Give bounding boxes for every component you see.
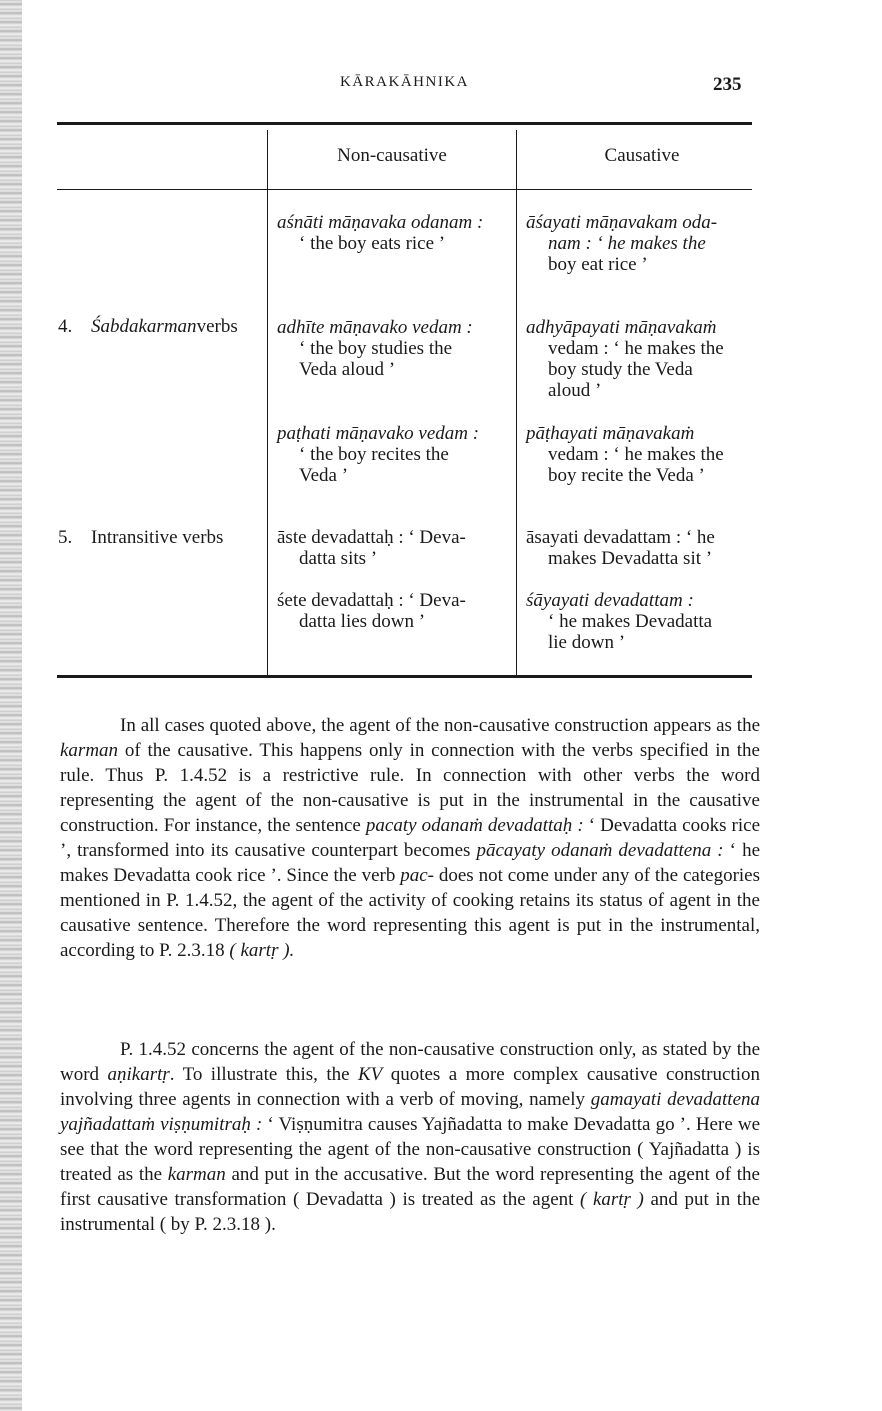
table-cell-causative — [526, 212, 756, 275]
row-label-number: 4. — [58, 316, 73, 337]
translation: datta sits ’ — [299, 548, 378, 569]
table-header-rule — [57, 189, 752, 190]
table-column-divider-2 — [516, 130, 517, 676]
translation: Veda aloud ’ — [299, 359, 396, 380]
table-top-rule — [57, 122, 752, 125]
sanskrit-sentence: adhyāpayati māṇavakaṁ — [526, 317, 717, 338]
sanskrit-sentence: śete devadattaḥ : ‘ Deva- — [277, 590, 466, 611]
table-cell-non-causative — [277, 317, 509, 380]
translation: makes Devadatta sit ’ — [548, 548, 713, 569]
sanskrit-sentence: āste devadattaḥ : ‘ Deva- — [277, 527, 466, 548]
table-cell-non-causative — [277, 527, 509, 569]
column-header-causative: Causative — [604, 145, 680, 166]
sanskrit-sentence: āsayati devadattam : ‘ he — [526, 527, 715, 548]
table-cell-non-causative — [277, 590, 509, 632]
row-label-number: 5. — [58, 527, 73, 548]
row-label-sabdakarman — [58, 316, 238, 337]
translation: boy eat rice ’ — [548, 254, 648, 275]
table-cell-non-causative — [277, 212, 509, 254]
translation: ‘ the boy recites the — [299, 444, 449, 465]
page-number: 235 — [713, 74, 742, 95]
row-label-rest: Intransitive verbs — [91, 527, 224, 548]
running-head: KĀRAKĀHNIKA — [340, 74, 469, 90]
translation: Veda ’ — [299, 465, 349, 486]
sanskrit-sentence: āśayati māṇavakam oda- — [526, 212, 718, 233]
sanskrit-sentence: adhīte māṇavako vedam : — [277, 317, 473, 338]
translation: datta lies down ’ — [299, 611, 426, 632]
sanskrit-sentence: aśnāti māṇavaka odanam : — [277, 212, 484, 233]
body-paragraph-1: In all cases quoted above, the agent of the non-causative construction appears as the karman of the causative. This happens only in connection with the verbs specified in the rule. Thus P. 1.4.52 is a restrictive rule. In connection with other verbs the word representing the agent of the non-causative is put in the instrumental in the causative construction. For instance, the sentence pacaty odanaṁ devadattaḥ : ‘ Devadatta cooks rice ’, transformed into its causative counterpart becomes pācayaty odanaṁ devadattena : ‘ he makes Devadatta cook rice ’. Since the verb pac- does not come under any of the categories mentioned in P. 1.4.52, the agent of the activity of cooking retains its status of agent in the causative sentence. Therefore the word representing this agent is put in the instrumental, according to P. 2.3.18 ( kartṛ ). — [60, 715, 761, 961]
translation: ‘ he makes Devadatta — [548, 611, 713, 632]
translation: ‘ the boy eats rice ’ — [299, 233, 446, 254]
table-cell-causative — [526, 527, 756, 569]
table-cell-causative — [526, 423, 756, 486]
row-label-term: Śabdakarman — [91, 316, 197, 337]
body-paragraph-2: P. 1.4.52 concerns the agent of the non-causative construction only, as stated by the word aṇikartṛ. To illustrate this, the KV quotes a more complex causative construction involving three agents in connection with a verb of moving, namely gamayati devadattena yajñadattaṁ viṣṇumitraḥ : ‘ Viṣṇumitra causes Yajñadatta to make Devadatta go ’. Here we see that the word representing the agent of the non-causative construction ( Yajñadatta ) is treated as the karman and put in the accusative. But the word representing the agent of the first causative transformation ( Devadatta ) is treated as the agent ( kartṛ ) and put in the instrumental ( by P. 2.3.18 ). — [60, 1039, 761, 1235]
translation: boy recite the Veda ’ — [548, 465, 705, 486]
translation: aloud ’ — [548, 380, 602, 401]
translation: lie down ’ — [548, 632, 626, 653]
scanned-page-edge — [0, 0, 22, 1411]
table-cell-causative — [526, 317, 756, 401]
translation: ‘ the boy studies the — [299, 338, 453, 359]
column-header-non-causative: Non-causative — [337, 145, 447, 166]
translation: boy study the Veda — [548, 359, 693, 380]
translation: vedam : ‘ he makes the — [548, 338, 724, 359]
row-label-intransitive — [58, 527, 223, 548]
row-label-rest: verbs — [196, 316, 238, 337]
table-column-divider-1 — [267, 130, 268, 676]
sanskrit-sentence: paṭhati māṇavako vedam : — [277, 423, 480, 444]
sanskrit-sentence: nam : ‘ he makes the — [548, 233, 706, 254]
table-cell-non-causative — [277, 423, 509, 486]
translation: vedam : ‘ he makes the — [548, 444, 724, 465]
sanskrit-sentence: pāṭhayati māṇavakaṁ — [526, 423, 695, 444]
table-bottom-rule — [57, 675, 752, 678]
sanskrit-sentence: śāyayati devadattam : — [526, 590, 694, 611]
table-cell-causative — [526, 590, 756, 653]
